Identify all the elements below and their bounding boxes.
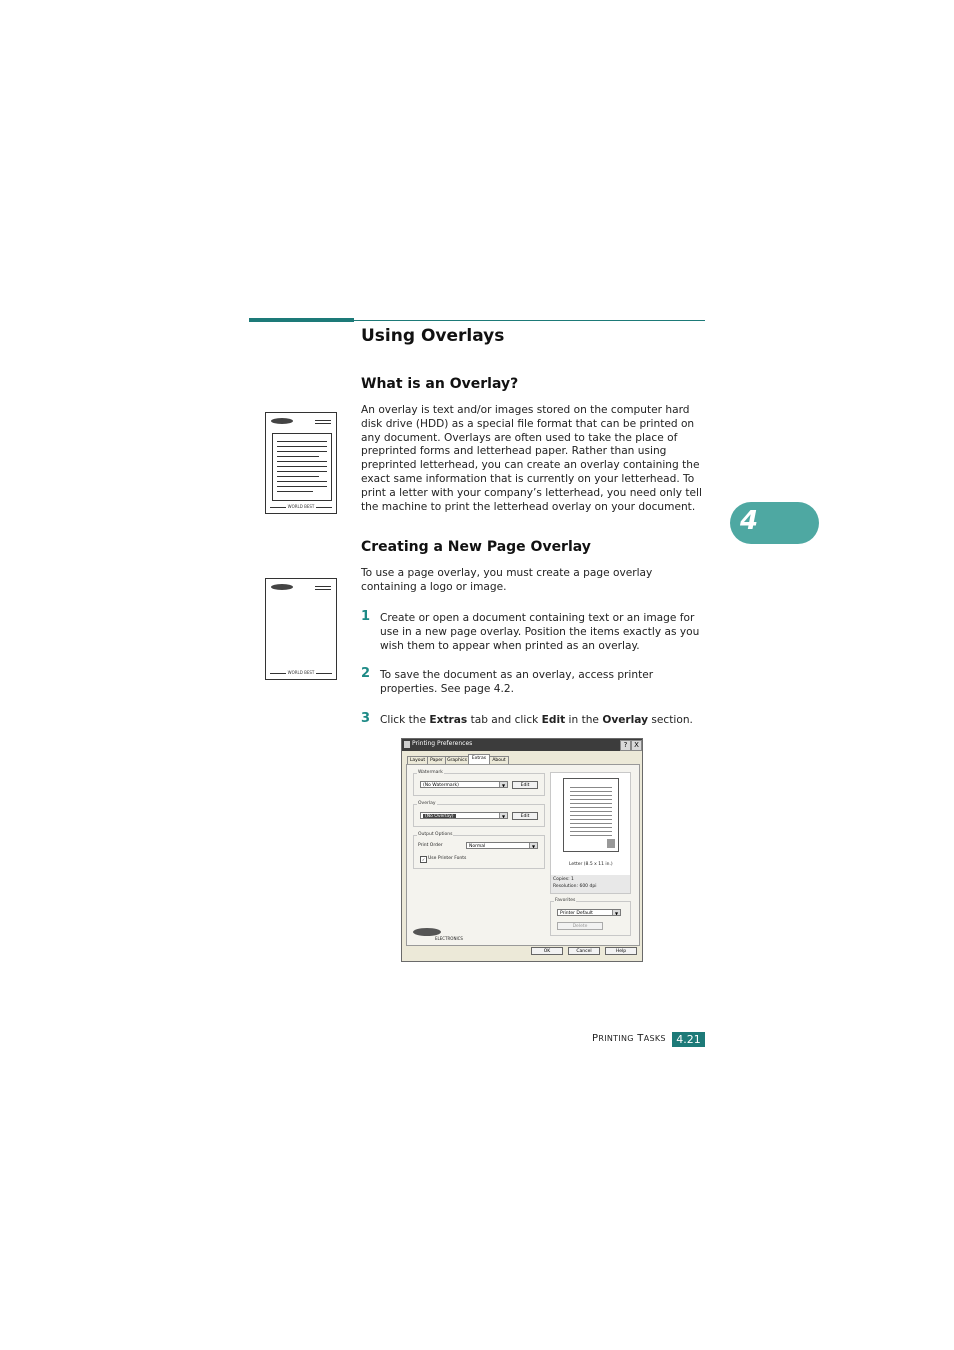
- watermark-group: [413, 770, 545, 796]
- preview-copies: Copies: 1: [553, 877, 574, 882]
- step-2-text: To save the document as an overlay, access printer properties. See page 4.2.: [380, 669, 654, 695]
- samsung-logo-icon: [413, 928, 441, 936]
- dialog-titlebar: [402, 739, 642, 751]
- chevron-down-icon: ▼: [529, 843, 537, 848]
- ok-button[interactable]: OK: [531, 947, 563, 955]
- printer-icon: [404, 741, 410, 748]
- thumbnail-footer-text: WORLD BEST: [287, 504, 315, 509]
- help-title-button[interactable]: ?: [620, 740, 631, 751]
- page-number: 4.21: [672, 1032, 705, 1047]
- overlay-group: [413, 801, 545, 827]
- preview-paper-size: Letter (8.5 x 11 in.): [569, 862, 613, 867]
- help-button[interactable]: Help: [605, 947, 637, 955]
- watermark-edit-button[interactable]: Edit: [512, 781, 538, 789]
- section-rule-accent: [249, 318, 354, 322]
- print-order-select[interactable]: Normal ▼: [466, 842, 538, 849]
- tab-about[interactable]: About: [489, 756, 509, 765]
- letterhead-document-illustration: [265, 412, 337, 514]
- what-is-overlay-body: An overlay is text and/or images stored on the computer hard disk drive (HDD) as a special file format that can be printed on any document. Overlays are often used to take the place of preprinted forms and letterhead paper. Rather than using preprinted letterhead, you can create an overlay containing the exact same information that is currently on your letterhead. To print a letter with your company’s letterhead, you need only tell the machine to print the letterhead overlay on your document.: [361, 404, 702, 513]
- output-options-group: [413, 832, 545, 869]
- use-printer-fonts-label: Use Printer Fonts: [428, 856, 467, 861]
- preview-page: [563, 778, 619, 852]
- watermark-label: Watermark: [418, 770, 443, 775]
- overlay-mark-icon: [607, 839, 615, 848]
- overlay-label: Overlay: [418, 801, 436, 806]
- overlay-select[interactable]: (No Overlay) ▼: [420, 812, 508, 819]
- extras-panel: [406, 764, 640, 946]
- overlay-letterhead-illustration: [265, 578, 337, 680]
- chapter-number: 4: [740, 506, 759, 536]
- use-printer-fonts-checkbox[interactable]: ✓: [421, 857, 426, 862]
- printing-preferences-dialog: [401, 738, 643, 962]
- samsung-logo-icon: [271, 418, 293, 424]
- samsung-logo-icon: [271, 584, 293, 590]
- step-2-number: 2: [361, 666, 371, 681]
- step-1-number: 1: [361, 609, 371, 624]
- chevron-down-icon: ▼: [499, 782, 507, 787]
- step-3-text: Click the Extras tab and click Edit in the Overlay section.: [380, 714, 693, 726]
- section-rule: [354, 320, 705, 321]
- close-button[interactable]: X: [631, 740, 642, 751]
- step-3-number: 3: [361, 711, 371, 726]
- footer-section-label: PRINTING TASKS: [592, 1033, 666, 1044]
- tab-graphics[interactable]: Graphics: [445, 756, 469, 765]
- favorites-select[interactable]: Printer Default ▼: [557, 909, 621, 916]
- preview-box: [550, 772, 631, 894]
- heading-creating-overlay: Creating a New Page Overlay: [361, 539, 591, 555]
- overlay-edit-button[interactable]: Edit: [512, 812, 538, 820]
- dialog-title: Printing Preferences: [412, 740, 473, 747]
- chevron-down-icon: ▼: [499, 813, 507, 818]
- print-order-label: Print Order: [418, 843, 443, 848]
- output-options-label: Output Options: [418, 832, 453, 837]
- tab-layout[interactable]: Layout: [407, 756, 428, 765]
- tab-extras[interactable]: Extras: [468, 754, 490, 765]
- samsung-electronics-label: ELECTRONICS: [435, 936, 463, 941]
- creating-intro: To use a page overlay, you must create a page overlay containing a logo or image.: [361, 567, 653, 593]
- cancel-button[interactable]: Cancel: [568, 947, 600, 955]
- thumbnail-footer-text: WORLD BEST: [287, 670, 315, 675]
- favorites-group: [550, 898, 631, 936]
- document-text-block: [272, 433, 332, 501]
- favorites-label: Favorites: [555, 898, 576, 903]
- preview-resolution: Resolution: 600 dpi: [553, 884, 597, 889]
- tab-paper[interactable]: Paper: [427, 756, 446, 765]
- step-1-text: Create or open a document containing text or an image for use in a new page overlay. Position the items exactly as you wish them to appear when printed as an overlay.: [380, 612, 700, 652]
- heading-what-is-overlay: What is an Overlay?: [361, 376, 519, 392]
- section-title: Using Overlays: [361, 326, 505, 346]
- chapter-tab: [730, 502, 819, 544]
- chevron-down-icon: ▼: [612, 910, 620, 915]
- favorites-delete-button[interactable]: Delete: [557, 922, 603, 930]
- watermark-select[interactable]: (No Watermark) ▼: [420, 781, 508, 788]
